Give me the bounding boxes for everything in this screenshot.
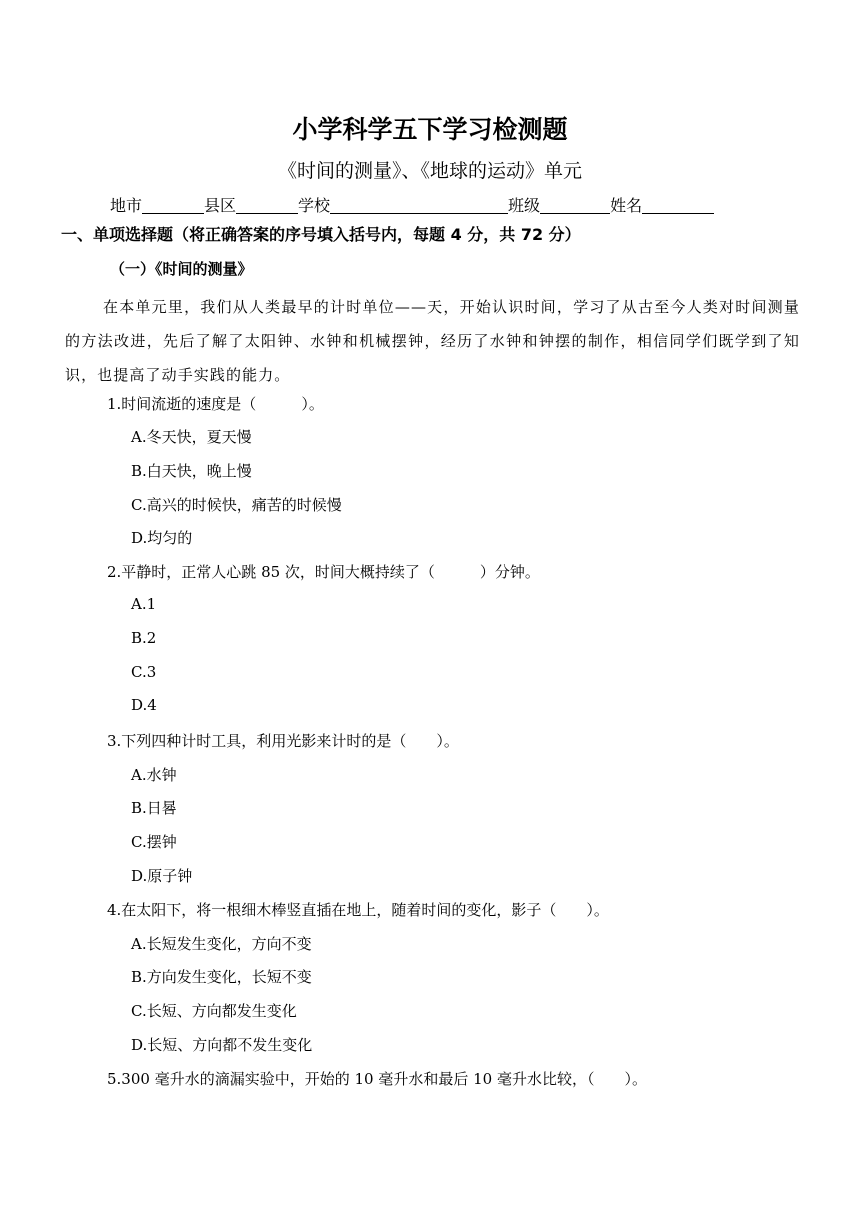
question-1-option-b: B.白天快，晚上慢 (131, 462, 252, 480)
question-3-option-c: C.摆钟 (131, 833, 177, 851)
class-label: 班级 (508, 196, 541, 215)
section-heading: 一、单项选择题（将正确答案的序号填入括号内，每题 4 分，共 72 分） (61, 225, 581, 244)
name-blank[interactable] (642, 197, 714, 214)
school-blank[interactable] (330, 197, 508, 214)
question-4-stem: 4.在太阳下，将一根细木棒竖直插在地上，随着时间的变化，影子（ ）。 (107, 901, 609, 919)
question-4-option-b: B.方向发生变化，长短不变 (131, 968, 312, 986)
question-1-stem: 1.时间流逝的速度是（ ）。 (107, 395, 324, 413)
intro-paragraph: 在本单元里，我们从人类最早的计时单位——天，开始认识时间，学习了从古至今人类对时间测量的方法改进，先后了解了太阳钟、水钟和机械摆钟，经历了水钟和钟摆的制作，相信同学们既学到了知识，也提高了动手实践的能力。 (65, 298, 800, 384)
question-1-option-d: D.均匀的 (131, 529, 193, 547)
student-info-line (110, 193, 714, 216)
page-title: 小学科学五下学习检测题 (292, 115, 568, 144)
county-label: 县区 (204, 196, 237, 215)
question-5-stem: 5.300 毫升水的滴漏实验中，开始的 10 毫升水和最后 10 毫升水比较，（ ）。 (107, 1070, 647, 1088)
question-2-option-d: D.4 (131, 696, 157, 714)
city-blank[interactable] (142, 197, 204, 214)
question-4-option-c: C.长短、方向都发生变化 (131, 1002, 297, 1020)
question-1-option-a: A.冬天快，夏天慢 (131, 428, 252, 446)
question-4-option-d: D.长短、方向都不发生变化 (131, 1036, 313, 1054)
name-label: 姓名 (610, 196, 643, 215)
class-blank[interactable] (540, 197, 610, 214)
subsection-heading: （一）《时间的测量》 (110, 260, 253, 278)
question-2-stem: 2.平静时，正常人心跳 85 次，时间大概持续了（ ）分钟。 (107, 563, 540, 581)
question-2-option-c: C.3 (131, 663, 157, 681)
question-1-option-c: C.高兴的时候快，痛苦的时候慢 (131, 496, 342, 514)
page-subtitle: 《时间的测量》、《地球的运动》单元 (277, 160, 582, 182)
county-blank[interactable] (236, 197, 298, 214)
question-3-option-d: D.原子钟 (131, 867, 193, 885)
question-2-option-b: B.2 (131, 629, 157, 647)
question-2-option-a: A.1 (131, 595, 157, 613)
city-label: 地市 (110, 196, 143, 215)
question-3-stem: 3.下列四种计时工具，利用光影来计时的是（ ）。 (107, 732, 459, 750)
question-3-option-a: A.水钟 (131, 766, 177, 784)
school-label: 学校 (298, 196, 331, 215)
question-3-option-b: B.日晷 (131, 799, 177, 817)
question-4-option-a: A.长短发生变化，方向不变 (131, 935, 312, 953)
